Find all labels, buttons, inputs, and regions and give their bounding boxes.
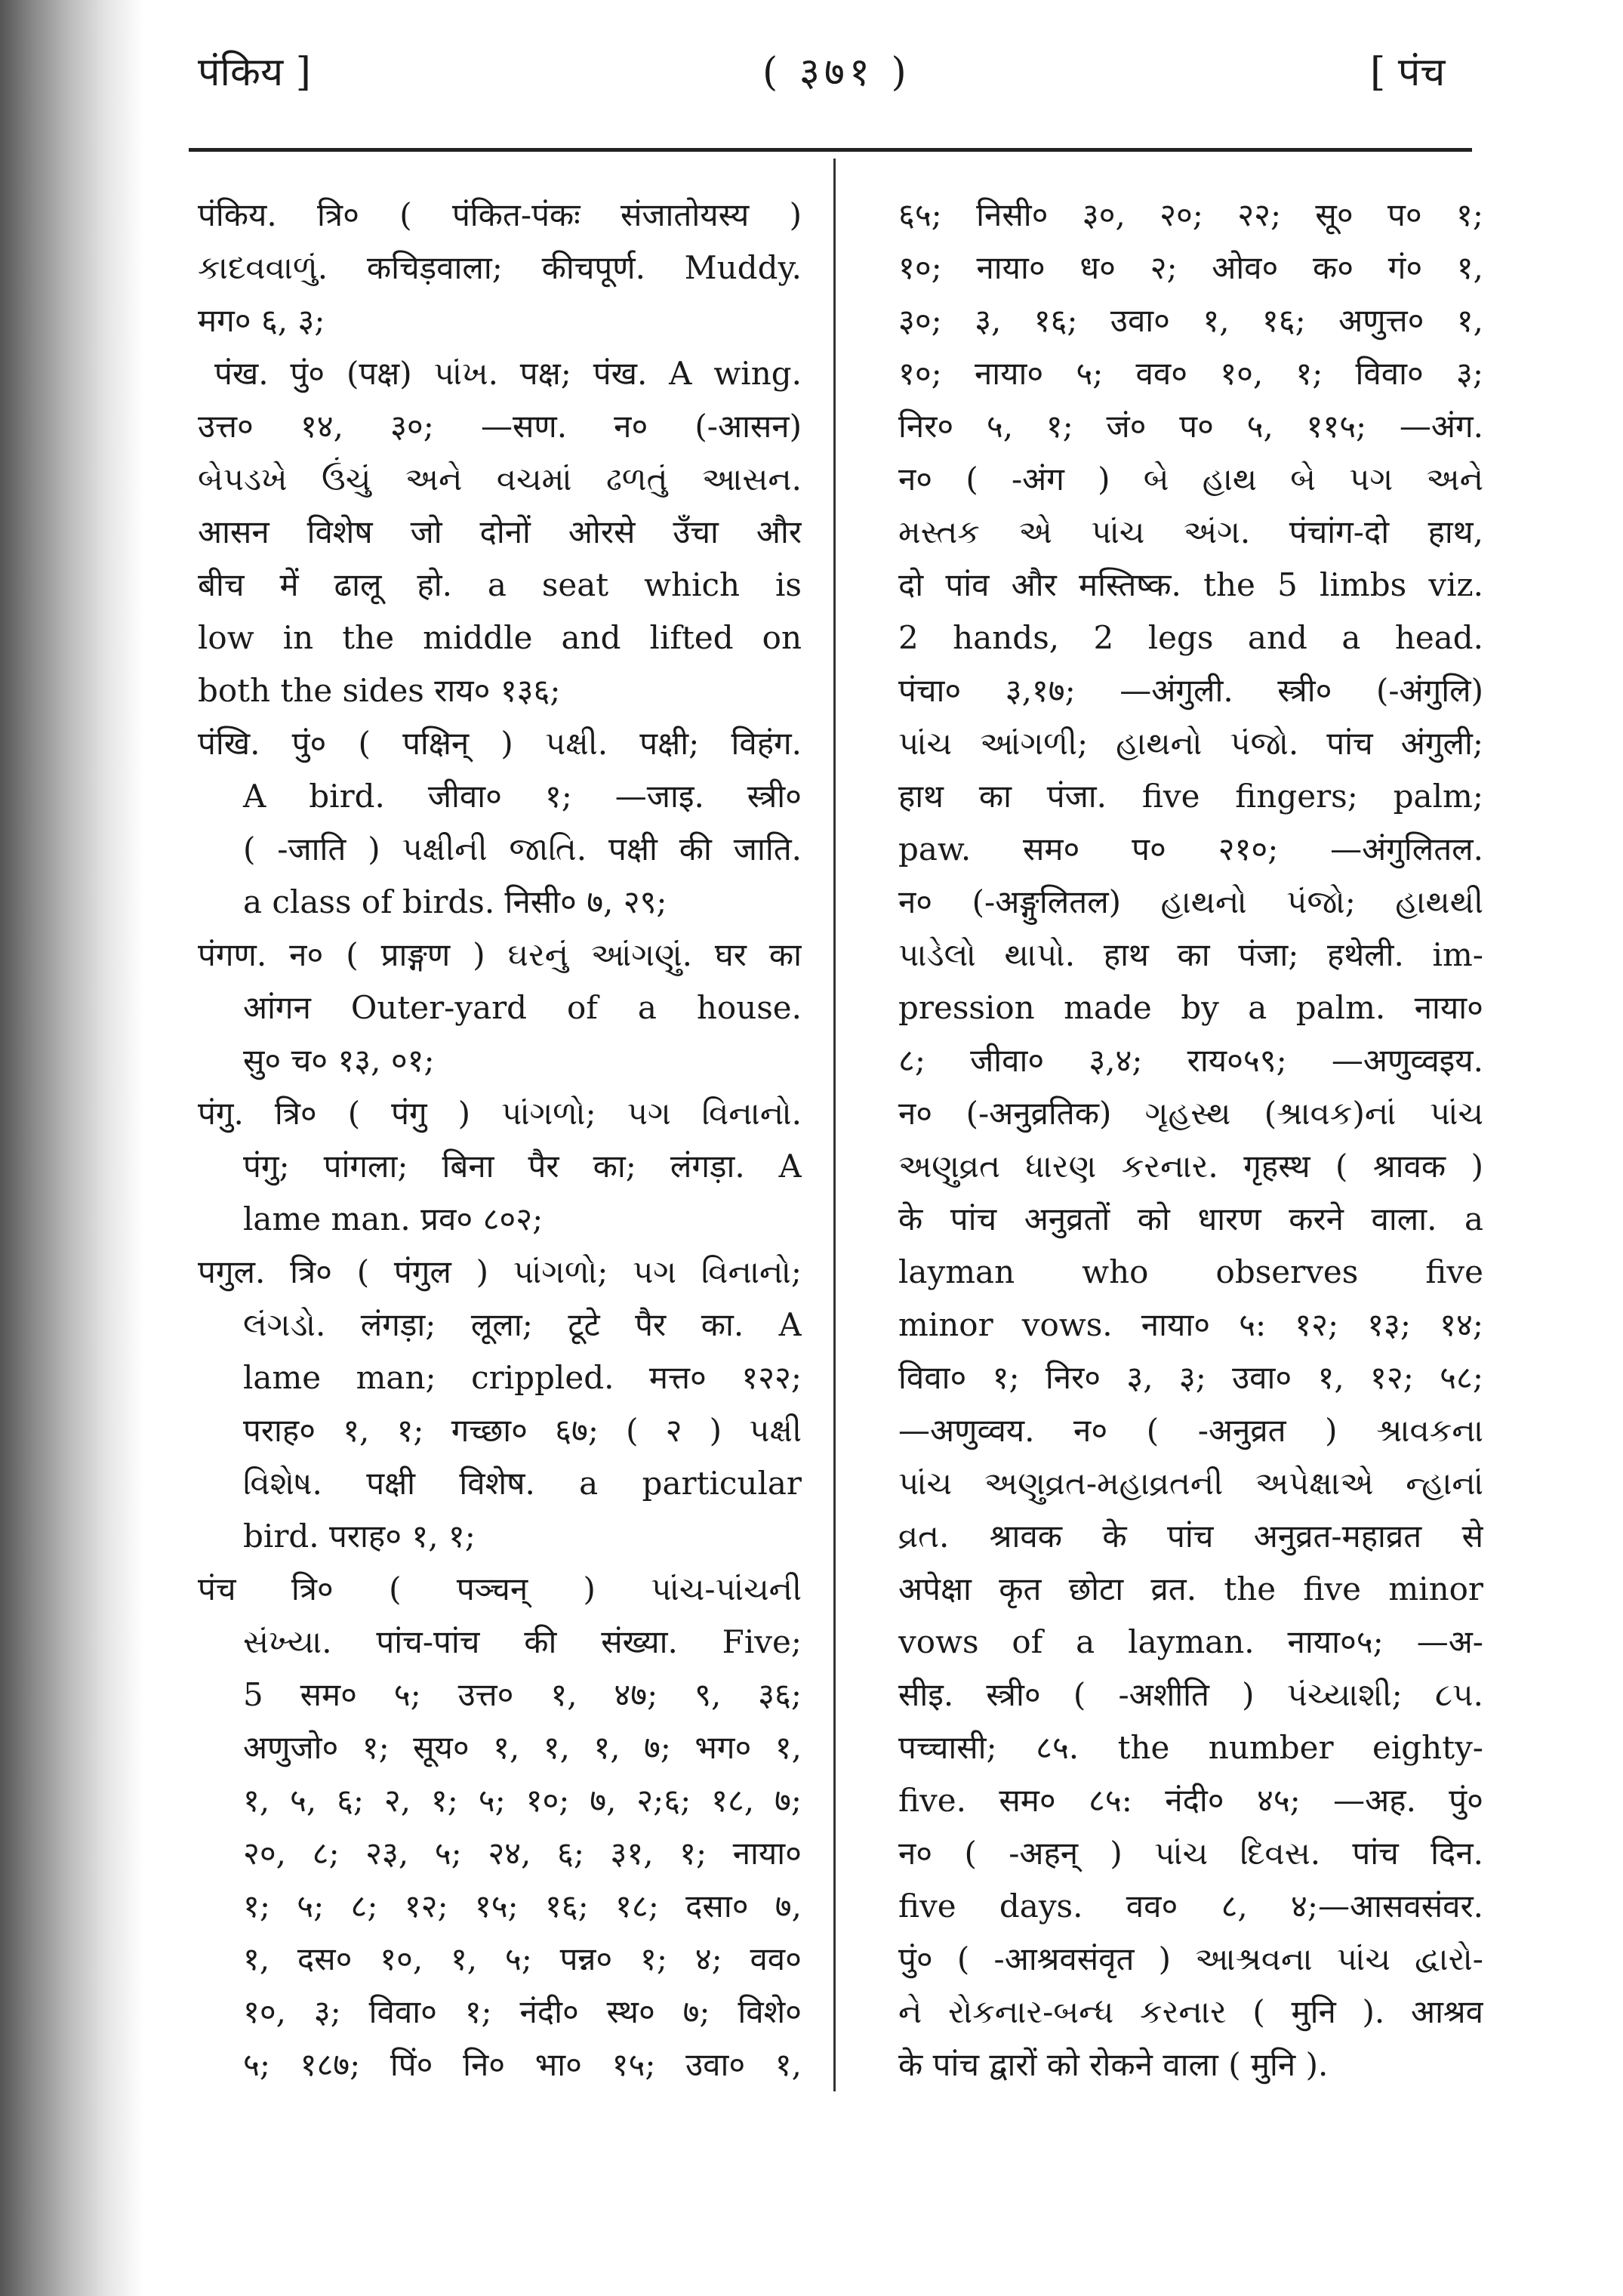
dictionary-line: पंगु; पांगला; बिना पैर का; लंगड़ा. A xyxy=(243,1148,802,1185)
dictionary-line: के पांच द्वारों को रोकने वाला ( मुनि ). xyxy=(898,2046,1329,2083)
running-head-left: पंकिय ] xyxy=(198,50,311,95)
dictionary-line: vows of a layman. नाया०५; —अ- xyxy=(898,1623,1483,1660)
dictionary-line: पच्चासी; ८५. the number eighty- xyxy=(898,1729,1483,1766)
dictionary-line: paw. सम० प० २१०; —अंगुलितल. xyxy=(898,831,1483,868)
dictionary-line: उत्त० १४, ३०; —सण. न० (-आसन) xyxy=(198,408,802,445)
dictionary-line: A bird. जीवा० १; —जाइ. स्त्री० xyxy=(243,778,802,815)
header-rule xyxy=(189,148,1472,152)
dictionary-line: पंखि. पुं० ( पक्षिन् ) પક્ષી. पक्षी; विहंग. xyxy=(198,725,802,762)
dictionary-line: अपेक्षा कृत छोटा व्रत. the five minor xyxy=(898,1570,1483,1607)
dictionary-line: lame man; crippled. मत्त० १२२; xyxy=(243,1359,802,1396)
dictionary-line: વ્રત. श्रावक के पांच अनुव्रत-महाव्रत से xyxy=(898,1518,1483,1555)
dictionary-line: निर० ५, १; जं० प० ५, ११५; —अंग. xyxy=(898,408,1483,445)
scanned-page-edge-shadow xyxy=(0,0,143,2296)
dictionary-line: કાદવવાળું. कचिड़वाला; कीचपूर्ण. Muddy. xyxy=(198,249,802,286)
dictionary-line: पंगण. न० ( प्राङ्गण ) ઘરનું આંગણું. घर का xyxy=(198,936,802,973)
dictionary-line: ને રોકનાર-બન્ધ કરનાર ( मुनि ). आश्रव xyxy=(898,1993,1483,2030)
dictionary-line: विवा० १; निर० ३, ३; उवा० १, १२; ५८; xyxy=(898,1359,1483,1396)
dictionary-line: हाथ का पंजा. five fingers; palm; xyxy=(898,778,1483,815)
running-head-right: [ पंच xyxy=(1370,50,1446,95)
dictionary-line: पंकिय. त्रि० ( पंकित-पंकः संजातोयस्य ) xyxy=(198,196,802,233)
dictionary-line: १, ५, ६; २, १; ५; १०; ७, २;६; १८, ७; xyxy=(243,1782,802,1819)
dictionary-line: पंख. पुं० (पक्ष) પાંખ. पक्ष; पंख. A wing. xyxy=(214,355,802,392)
dictionary-line: १; ५; ८; १२; १५; १६; १८; दसा० ७, xyxy=(243,1888,802,1925)
dictionary-line: मग० ६, ३; xyxy=(198,302,325,339)
dictionary-line: ३०; ३, १६; उवा० १, १६; अणुत्त० १, xyxy=(898,302,1483,339)
dictionary-line: પાંચ આંગળી; હાથનો પંજો. पांच अंगुली; xyxy=(898,725,1483,762)
dictionary-line: पंगु. त्रि० ( पंगु ) પાંગળો; પગ વિનાનો. xyxy=(198,1095,802,1132)
dictionary-line: lame man. प्रव० ८०२; xyxy=(243,1200,544,1237)
dictionary-line: અણુવ્રત ધારણ કરનાર. गृहस्थ ( श्रावक ) xyxy=(898,1148,1483,1185)
dictionary-line: सु० च० १३, ०१; xyxy=(243,1042,435,1079)
dictionary-line: a class of birds. निसी० ७, २९; xyxy=(243,883,667,920)
dictionary-line: आंगन Outer-yard of a house. xyxy=(243,989,802,1026)
dictionary-line: પાડેલો થાપો. हाथ का पंजा; हथेली. im- xyxy=(898,936,1483,973)
dictionary-line: both the sides राय० १३६; xyxy=(198,672,561,709)
dictionary-line: —अणुव्वय. न० ( -अनुव्रत ) શ્રાવકના xyxy=(898,1412,1483,1449)
dictionary-line: १०, ३; विवा० १; नंदी० स्थ० ७; विशे० xyxy=(243,1993,802,2030)
dictionary-line: five days. वव० ८, ४;—आसवसंवर. xyxy=(898,1888,1483,1925)
dictionary-line: bird. पराह० १, १; xyxy=(243,1518,476,1555)
dictionary-line: न० (-अङ्गुलितल) હાથનો પંજો; હાથથી xyxy=(898,883,1483,920)
dictionary-line: પાંચ અણુવ્રત-મહાવ્રતની અપેક્ષાએ ન્હાનાં xyxy=(898,1465,1483,1502)
dictionary-line: न० (-अनुव्रतिक) ગૃહસ્થ (શ્રાવક)નાં પાંચ xyxy=(898,1095,1483,1132)
dictionary-line: १०; नाया० ५; वव० १०, १; विवा० ३; xyxy=(898,355,1483,392)
dictionary-line: વિશેષ. पक्षी विशेष. a particular xyxy=(243,1465,802,1502)
dictionary-line: five. सम० ८५: नंदी० ४५; —अह. पुं० xyxy=(898,1782,1483,1819)
dictionary-line: सीइ. स्त्री० ( -अशीति ) પંચ્યાશી; ૮૫. xyxy=(898,1676,1483,1713)
right-column xyxy=(898,189,1483,2091)
left-column xyxy=(198,189,802,2091)
dictionary-line: સંખ્યા. पांच-पांच की संख्या. Five; xyxy=(243,1623,802,1660)
dictionary-line: पंच त्रि० ( पञ्चन् ) પાંચ-પાંચની xyxy=(198,1570,802,1607)
dictionary-line: न० ( -अहन् ) પાંચ દિવસ. पांच दिन. xyxy=(898,1835,1483,1872)
dictionary-line: पंचा० ३,१७; —अंगुली. स्त्री० (-अंगुलि) xyxy=(898,672,1483,709)
dictionary-line: 2 hands, 2 legs and a head. xyxy=(898,619,1483,656)
dictionary-line: आसन विशेष जो दोनों ओरसे उँचा और xyxy=(198,513,802,550)
dictionary-line: ( -जाति ) પક્ષીની જાતિ. पक्षी की जाति. xyxy=(243,831,802,868)
dictionary-line: layman who observes five xyxy=(898,1253,1483,1290)
dictionary-line: २०, ८; २३, ५; २४, ६; ३१, १; नाया० xyxy=(243,1835,802,1872)
dictionary-line: ८; जीवा० ३,४; राय०५९; —अणुव्वइय. xyxy=(898,1042,1483,1079)
dictionary-line: ६५; निसी० ३०, २०; २२; सू० प० १; xyxy=(898,196,1483,233)
dictionary-line: पगुल. त्रि० ( पंगुल ) પાંગળો; પગ વિનાનો; xyxy=(198,1253,802,1290)
dictionary-line: લંગડો. लंगड़ा; लूला; टूटे पैर का. A xyxy=(243,1306,802,1343)
dictionary-line: दो पांव और मस्तिष्क. the 5 limbs viz. xyxy=(898,566,1483,603)
dictionary-line: पराह० १, १; गच्छा० ६७; ( २ ) પક્ષી xyxy=(243,1412,802,1449)
dictionary-line: 5 सम० ५; उत्त० १, ४७; ९, ३६; xyxy=(243,1676,802,1713)
dictionary-line: अणुजो० १; सूय० १, १, १, ७; भग० १, xyxy=(243,1729,802,1766)
dictionary-line: न० ( -अंग ) બે હાથ બે પગ અને xyxy=(898,461,1483,498)
dictionary-line: ५; १८७; पिं० नि० भा० १५; उवा० १, xyxy=(243,2046,802,2083)
dictionary-line: १०; नाया० ध० २; ओव० क० गं० १, xyxy=(898,249,1483,286)
dictionary-line: pression made by a palm. नाया० xyxy=(898,989,1483,1026)
dictionary-line: minor vows. नाया० ५: १२; १३; १४; xyxy=(898,1306,1483,1343)
dictionary-line: के पांच अनुव्रतों को धारण करने वाला. a xyxy=(898,1200,1483,1237)
dictionary-line: low in the middle and lifted on xyxy=(198,619,802,656)
dictionary-line: મસ્તક એ પાંચ અંગ. पंचांग-दो हाथ, xyxy=(898,513,1483,550)
column-divider xyxy=(833,159,836,2091)
dictionary-line: पुं० ( -आश्रवसंवृत ) આશ્રવના પાંચ દ્વારો- xyxy=(898,1940,1483,1977)
page-number: ( ३७१ ) xyxy=(762,50,911,95)
dictionary-line: બેપડખે ઉંચું અને વચમાં ઢળતું આસન. xyxy=(198,461,802,498)
dictionary-line: १, दस० १०, १, ५; पन्न० १; ४; वव० xyxy=(243,1940,802,1977)
dictionary-line: बीच में ढालू हो. a seat which is xyxy=(198,566,802,603)
